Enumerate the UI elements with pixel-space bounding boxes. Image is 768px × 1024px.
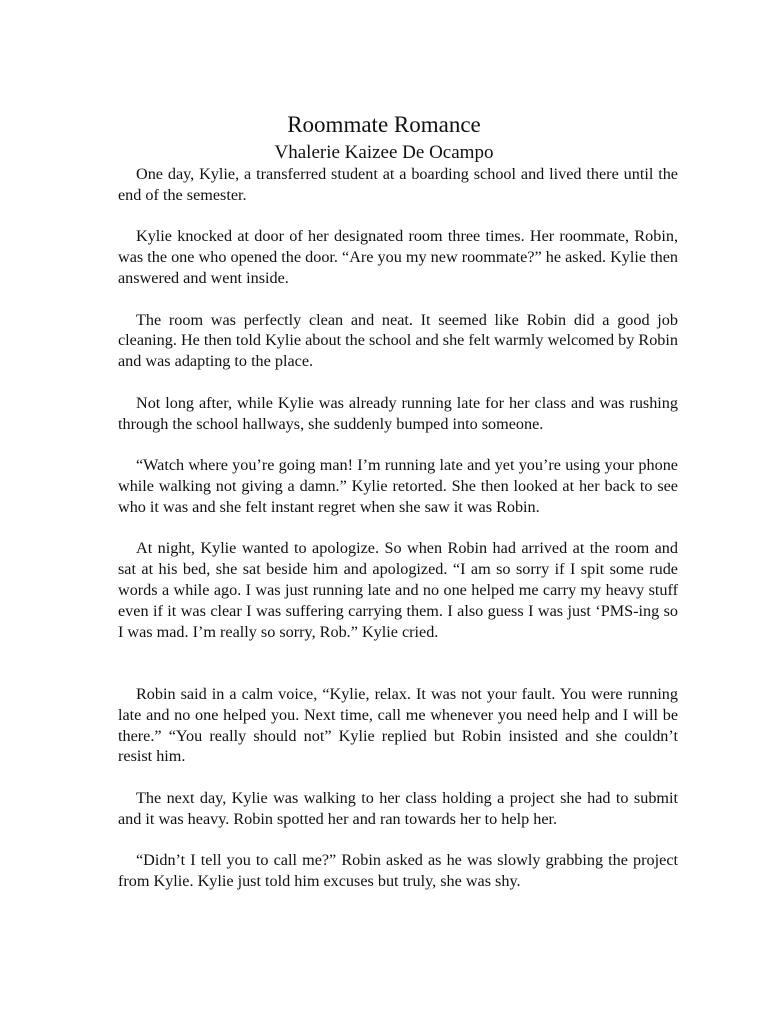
document-title: Roommate Romance xyxy=(287,112,481,137)
paragraph-4: Not long after, while Kylie was already running late for her class and was rushing through the school hallways, she suddenly bumped into someone. xyxy=(118,393,678,433)
paragraph-1: One day, Kylie, a transferred student at a boarding school and lived there until the end of the semester. xyxy=(118,165,678,204)
document-body xyxy=(118,164,678,913)
document-author: Vhalerie Kaizee De Ocampo xyxy=(274,142,494,163)
paragraph-6: At night, Kylie wanted to apologize. So when Robin had arrived at the room and sat at his bed, she sat beside him and apologized. “I am so sorry if I spit some rude words a while ago. I was just running late and no one helped me carry my heavy stuff even if it was clear I was suffering carrying them. I also guess I was just ‘PMS-ing so I was mad. I’m really so sorry, Rob.” Kylie cried. xyxy=(118,539,678,641)
paragraph-7: Robin said in a calm voice, “Kylie, relax. It was not your fault. You were running late and no one helped you. Next time, call me whenever you need help and I will be there.” “You really should not” Kylie replied but Robin insisted and she couldn’t resist him. xyxy=(118,684,678,766)
paragraph-8: The next day, Kylie was walking to her class holding a project she had to submit and it was heavy. Robin spotted her and ran towards her to help her. xyxy=(118,788,678,828)
paragraph-9: “Didn’t I tell you to call me?” Robin asked as he was slowly grabbing the project from Kylie. Kylie just told him excuses but truly, she was shy. xyxy=(118,851,678,891)
paragraph-5: “Watch where you’re going man! I’m running late and yet you’re using your phone while walking not giving a damn.” Kylie retorted. She then looked at her back to see who it was and she felt instant regret when she saw it was Robin. xyxy=(118,456,678,516)
paragraph-2: Kylie knocked at door of her designated room three times. Her roommate, Robin, was the one who opened the door. “Are you my new roommate?” he asked. Kylie then answered and went inside. xyxy=(118,227,678,287)
paragraph-3: The room was perfectly clean and neat. It seemed like Robin did a good job cleaning. He then told Kylie about the school and she felt warmly welcomed by Robin and was adapting to the place. xyxy=(118,310,678,371)
